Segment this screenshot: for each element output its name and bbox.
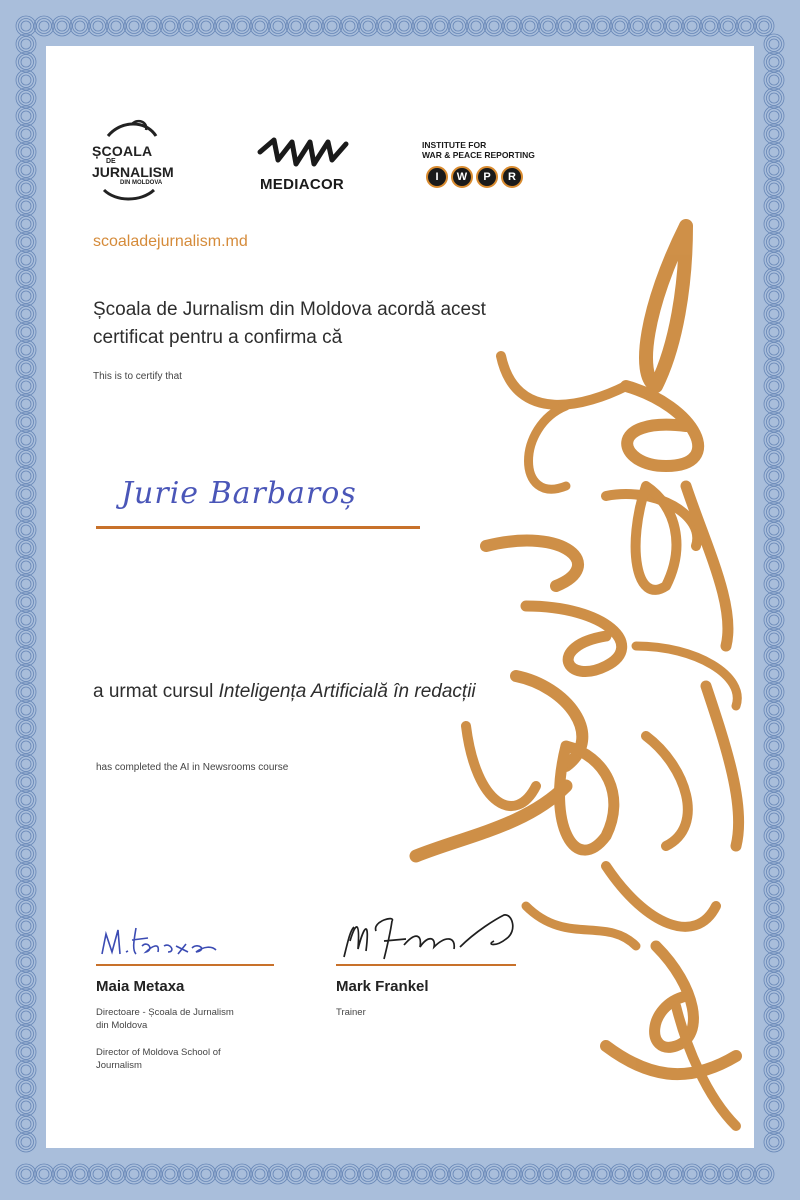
logo-text-scoala: ȘCOALA [92, 143, 153, 159]
iwpr-key-p: P [476, 166, 498, 188]
iwpr-line1: INSTITUTE FOR [422, 140, 487, 150]
signer-name-2: Mark Frankel [336, 978, 429, 995]
iwpr-key-r: R [501, 166, 523, 188]
certificate-paper [46, 46, 754, 1148]
course-completed-english: has completed the AI in Newsrooms course [96, 762, 289, 773]
signature-line-1 [96, 964, 274, 966]
mediacor-logo [256, 134, 351, 194]
recipient-name: Jurie Barbaroș [121, 476, 357, 511]
logo-text-din-moldova: DIN MOLDOVA [120, 180, 163, 186]
course-name: Inteligența Artificială în redacții [218, 681, 476, 702]
signer-role-en-1: Director of Moldova School of Journalism [96, 1047, 221, 1071]
mediacor-label: MEDIACOR [260, 176, 345, 193]
iwpr-keys [426, 166, 523, 188]
logo-text-de: DE [106, 158, 116, 165]
iwpr-key-w: W [451, 166, 473, 188]
school-of-journalism-logo [86, 116, 196, 206]
course-prefix: a urmat cursul [93, 681, 214, 702]
signer-role-ro-1: Directoare - Școala de Jurnalism din Moldova [96, 1007, 234, 1031]
signature-line-2 [336, 964, 516, 966]
recipient-underline [96, 526, 420, 529]
course-statement [93, 678, 513, 706]
iwpr-logo [422, 138, 542, 198]
iwpr-key-i: I [426, 166, 448, 188]
statement-english: This is to certify that [93, 371, 182, 382]
signer-role-ro-2: Trainer [336, 1007, 366, 1018]
statement-romanian: Școala de Jurnalism din Moldova acordă acest certificat pentru a confirma că [93, 299, 486, 348]
website-link[interactable]: scoaladejurnalism.md [93, 233, 248, 250]
signer-name-1: Maia Metaxa [96, 978, 185, 995]
signature-mark-frankel [336, 901, 536, 971]
logo-text-jurnalism: JURNALISM [92, 164, 174, 180]
signature-maia-metaxa [96, 916, 226, 966]
iwpr-line2: WAR & PEACE REPORTING [422, 150, 535, 160]
